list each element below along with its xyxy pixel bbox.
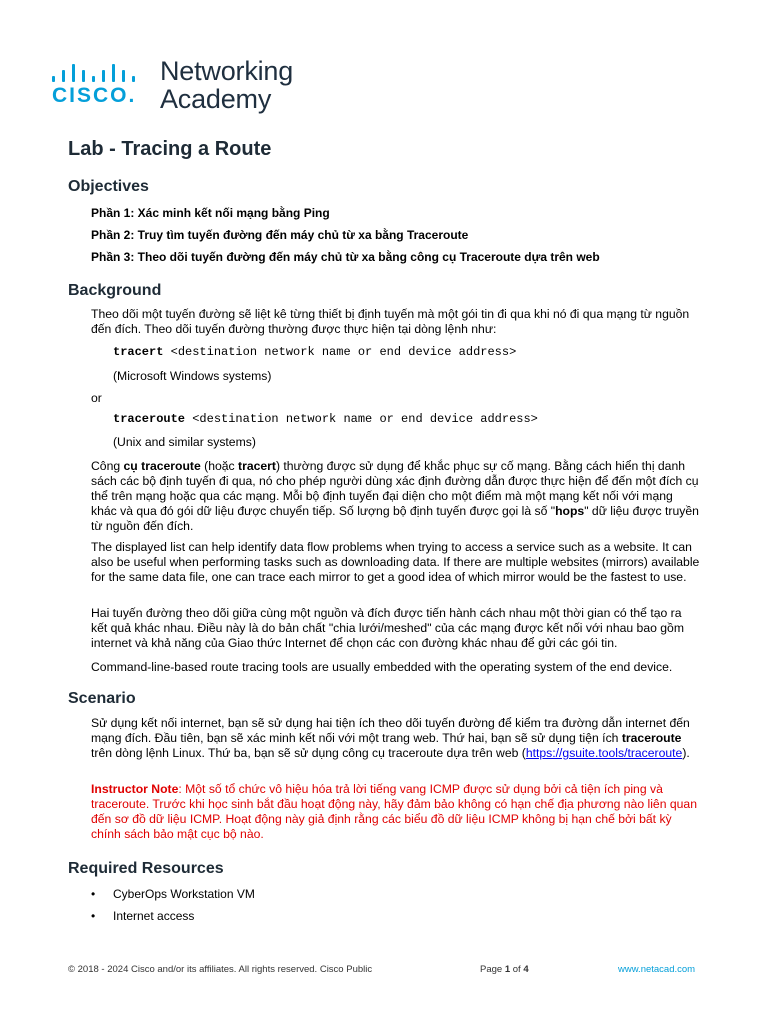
cisco-networking-academy-logo	[52, 58, 312, 118]
or-text: or	[91, 391, 102, 405]
page-title: Lab - Tracing a Route	[68, 138, 272, 160]
cisco-wordmark: CISCO.	[52, 84, 137, 107]
logo-text-networking: Networking	[160, 56, 294, 86]
command-name: traceroute	[113, 412, 186, 426]
bullet-icon: •	[91, 887, 96, 901]
background-heading: Background	[68, 282, 162, 299]
background-paragraph-1: Công cụ traceroute (hoặc tracert) thường được sử dụng để khắc phục sự cố mạng. Bằng cách hiển thị danh sách các bộ định tuyến đi qua, nó cho phép người dùng xác định đường dẫn được thực hiện để đến một đích cụ thể trên mạng hoặc qua các mạng. Mỗi bộ định tuyến đại diện cho một điểm mà một mạng kết nối với mạng khác và qua đó gói dữ liệu được chuyển tiếp. Số lượng bộ định tuyến được gọi là số "hops" dữ liệu được truyền từ nguồn đến đích.	[91, 459, 699, 533]
footer-copyright: © 2018 - 2024 Cisco and/or its affiliates. All rights reserved. Cisco Public	[68, 964, 373, 975]
instructor-note	[91, 782, 701, 842]
objective-part-3: Phần 3: Theo dõi tuyến đường đến máy chủ từ xa bằng công cụ Traceroute dựa trên web	[91, 250, 600, 264]
list-item: • Internet access	[91, 909, 195, 923]
netacad-link[interactable]: www.netacad.com	[618, 964, 696, 975]
scenario-heading: Scenario	[68, 690, 136, 707]
objective-part-1: Phần 1: Xác minh kết nối mạng bằng Ping	[91, 206, 330, 220]
objectives-heading: Objectives	[68, 178, 149, 195]
background-paragraph-2: The displayed list can help identify data flow problems when trying to access a service such as a website. It can also be useful when performing tasks such as downloading data. If there are multiple websites (mirrors) available for the same data file, one can trace each mirror to get a good idea of which mirror would be the fastest to use.	[91, 540, 700, 584]
command-tracert	[113, 345, 516, 360]
command-traceroute	[113, 412, 538, 427]
footer-url[interactable]	[618, 964, 695, 975]
windows-note: (Microsoft Windows systems)	[113, 369, 272, 383]
objective-part-2: Phần 2: Truy tìm tuyến đường đến máy chủ từ xa bằng Traceroute	[91, 228, 469, 242]
unix-note: (Unix and similar systems)	[113, 435, 256, 449]
cisco-bars-icon	[52, 62, 148, 82]
instructor-note-text: : Một số tổ chức vô hiệu hóa trả lời tiếng vang ICMP được sử dụng bởi cả tiện ích ping và traceroute. Trước khi học sinh bắt đầu hoạt động này, hãy đảm bảo không có hạn chế địa phương nào liên quan đến sơ đồ dữ liệu ICMP. Hoạt động này giả định rằng các biểu đồ dữ liệu ICMP không bị hạn chế bởi bất kỳ chính sách bảo mật cục bộ nào.	[91, 782, 697, 841]
scenario-paragraph: Sử dụng kết nối internet, bạn sẽ sử dụng hai tiện ích theo dõi tuyến đường để kiểm tra đường dẫn internet đến mạng đích. Đầu tiên, bạn sẽ xác minh kết nối với một trang web. Thứ hai, bạn sẽ sử dụng tiện ích traceroute trên dòng lệnh Linux. Thứ ba, bạn sẽ sử dụng công cụ traceroute dựa trên web (https://gsuite.tools/traceroute).	[91, 716, 690, 760]
background-paragraph-3: Hai tuyến đường theo dõi giữa cùng một nguồn và đích được tiến hành cách nhau một thời gian có thể tạo ra kết quả khác nhau. Điều này là do bản chất "chia lưới/meshed" của các mạng được kết nối với nhau bao gồm internet và khả năng của Giao thức Internet để chọn các con đường khác nhau để gửi các gói tin.	[91, 606, 684, 650]
background-paragraph-4: Command-line-based route tracing tools are usually embedded with the operating system of the end device.	[91, 660, 673, 674]
background-intro: Theo dõi một tuyến đường sẽ liệt kê từng thiết bị định tuyến mà một gói tin đi qua khi nó đi qua mạng từ nguồn đến đích. Theo dõi tuyến đường thường được thực hiện tại dòng lệnh như:	[91, 307, 690, 336]
command-args: <destination network name or end device address>	[185, 412, 538, 426]
command-args: <destination network name or end device address>	[163, 345, 517, 359]
instructor-note-label: Instructor Note	[91, 782, 179, 796]
traceroute-tool-link[interactable]: https://gsuite.tools/traceroute	[525, 746, 683, 760]
footer-page-number: Page 1 of 4	[480, 964, 529, 975]
resources-heading: Required Resources	[68, 860, 224, 877]
logo-text-academy: Academy	[160, 84, 272, 114]
bullet-icon: •	[91, 909, 96, 923]
command-name: tracert	[113, 345, 164, 359]
list-item: • CyberOps Workstation VM	[91, 887, 255, 901]
